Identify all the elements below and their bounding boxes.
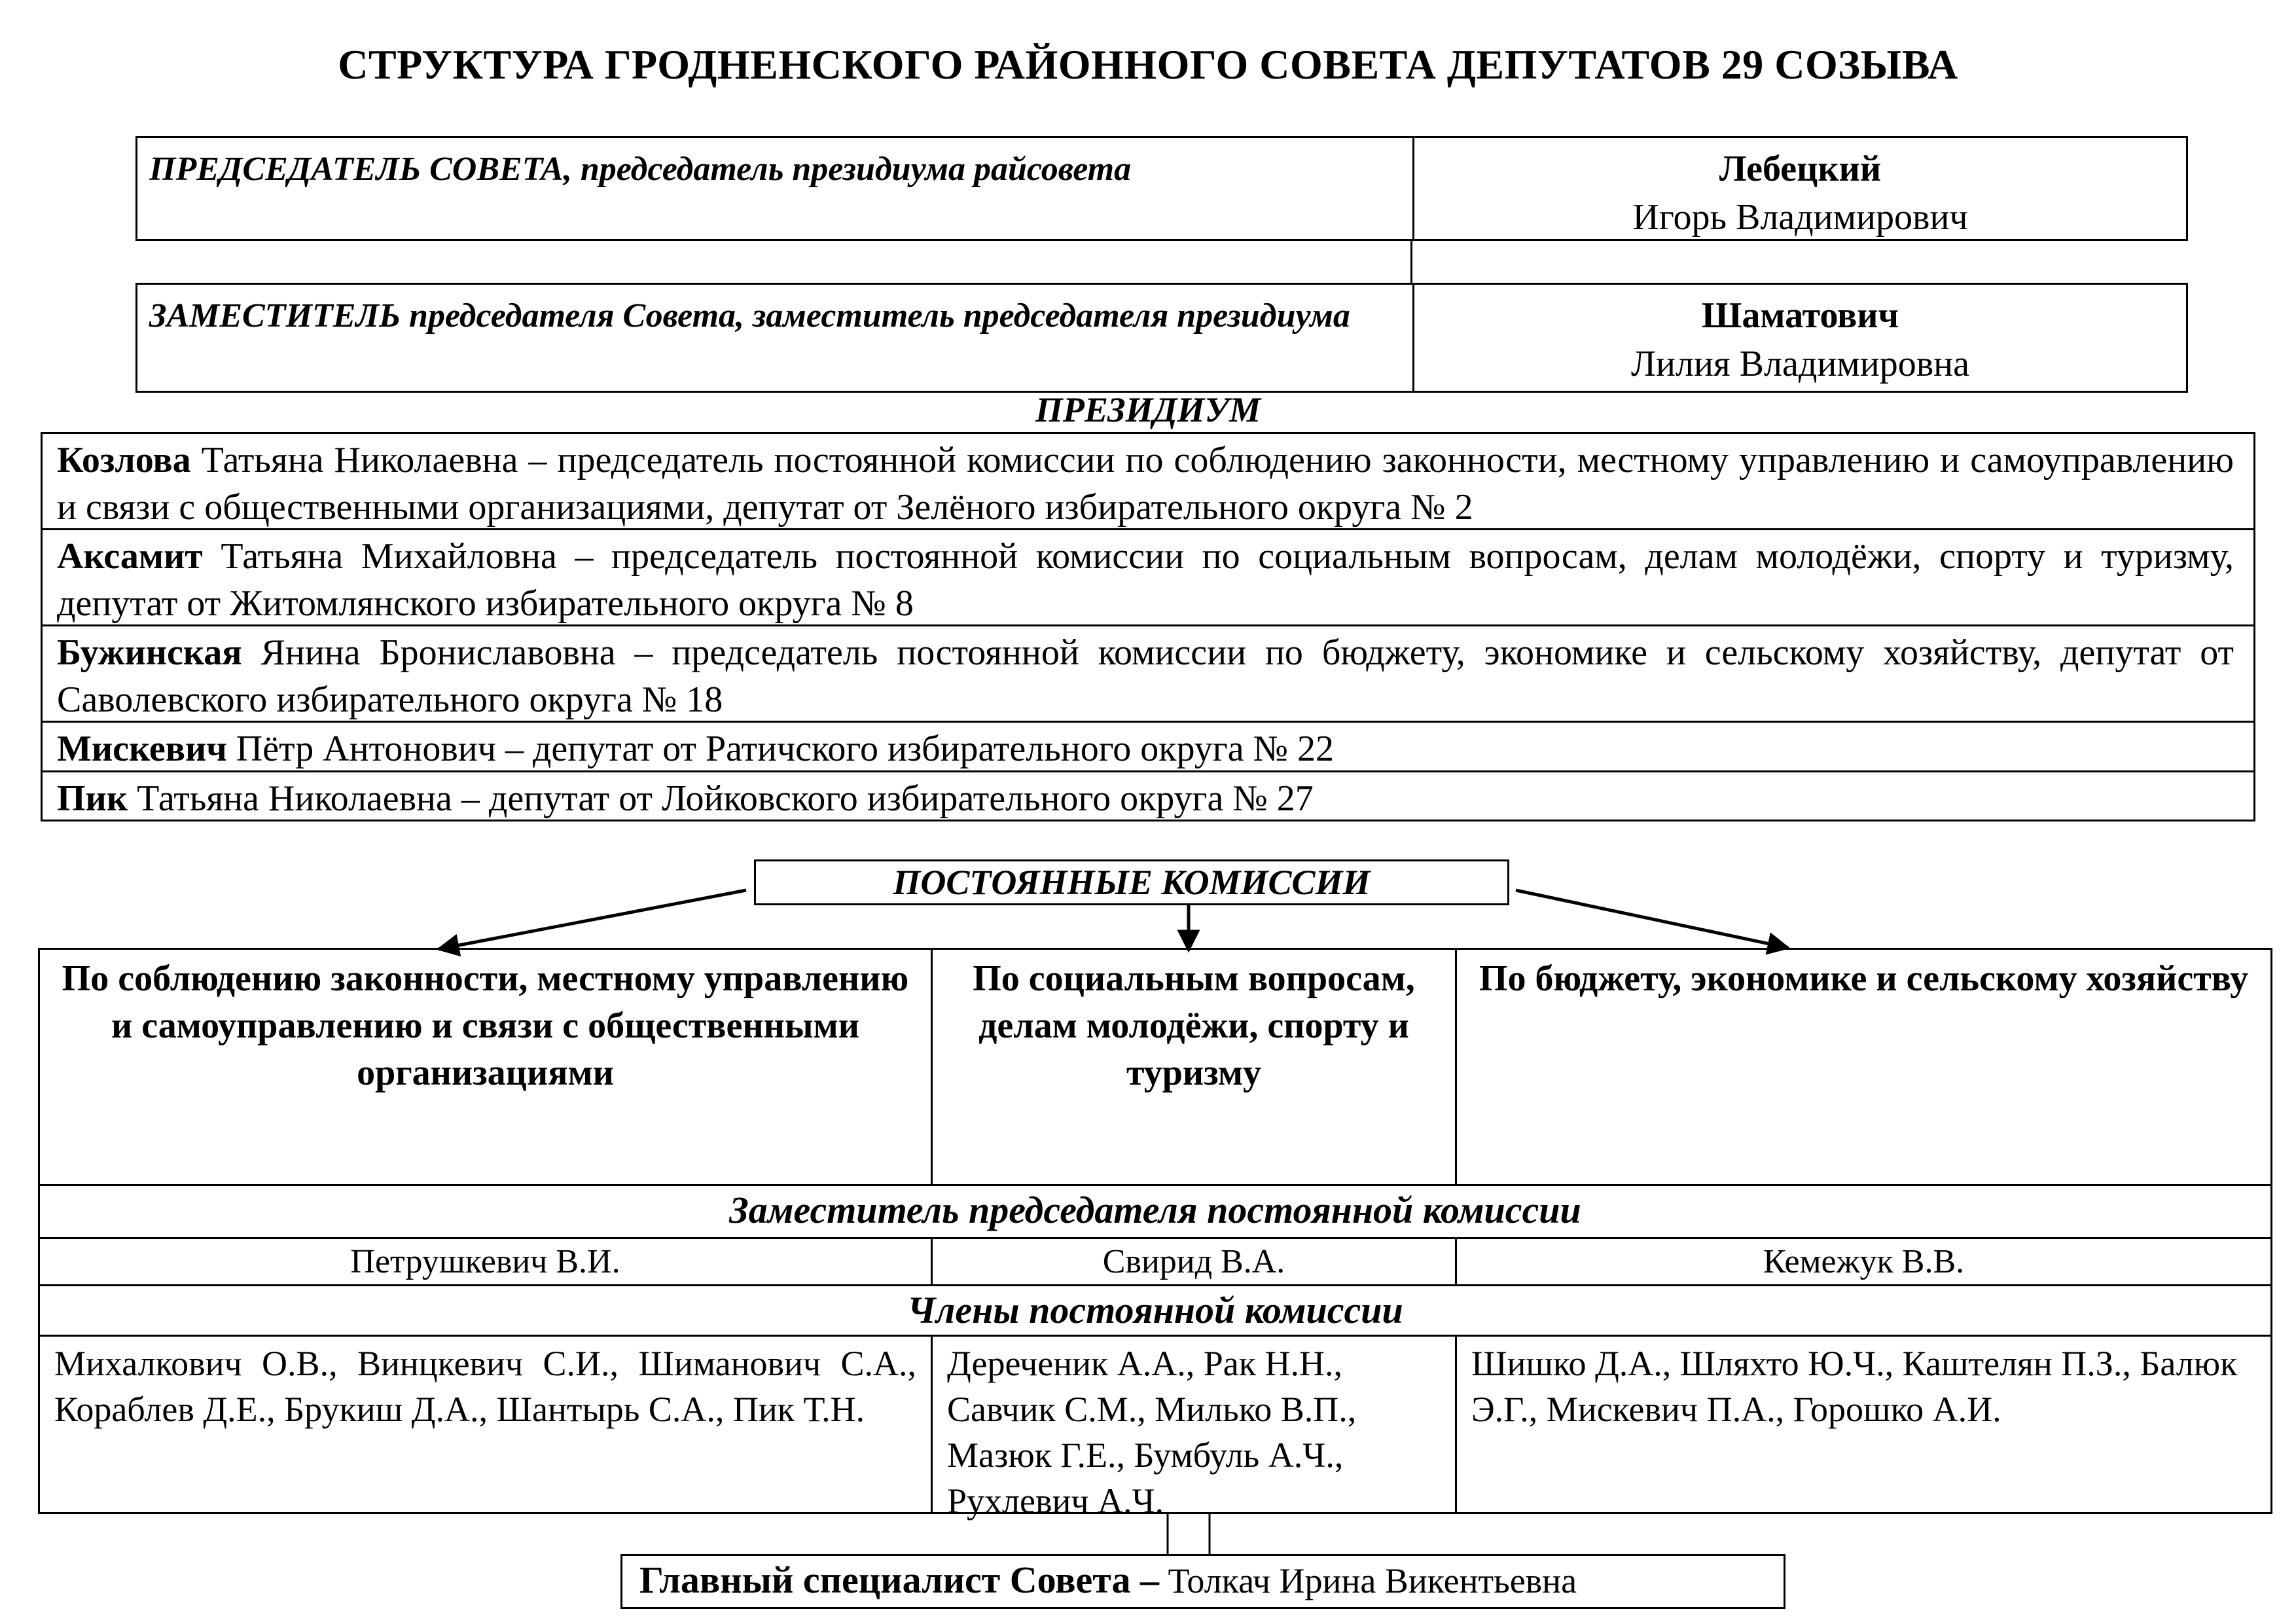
commission-name: По соблюдению законности, местному управлению и самоуправлению и связи с общественными организациями — [38, 948, 933, 1186]
presidium-member-surname: Аксамит — [57, 536, 203, 577]
presidium-member-surname: Бужинская — [57, 632, 242, 673]
page-title: СТРУКТУРА ГРОДНЕНСКОГО РАЙОННОГО СОВЕТА ДЕПУТАТОВ 29 СОЗЫВА — [338, 41, 1958, 88]
presidium-member-text: Янина Брониславовна – председатель постоянной комиссии по бюджету, экономике и сельскому хозяйству, депутат от Саволевского избирательного округа № 18 — [57, 632, 2234, 720]
commission-deputy: Петрушкевич В.И. — [38, 1237, 933, 1286]
chief-specialist-role: Главный специалист Совета – — [639, 1559, 1159, 1601]
deputy-role: ЗАМЕСТИТЕЛЬ председателя Совета, заместитель председателя президиума — [149, 297, 1350, 334]
presidium-member-text: Татьяна Николаевна – председатель постоянной комиссии по соблюдению законности, местному управлению и самоуправлению и связи с общественными организациями, депутат от Зелёного избирательного округа № 2 — [57, 440, 2234, 528]
chief-specialist-name: Толкач Ирина Викентьевна — [1159, 1561, 1577, 1600]
arrow-to-commission-1 — [439, 890, 746, 949]
arrow-to-commission-3 — [1516, 890, 1788, 948]
presidium-member-text: Татьяна Михайловна – председатель постоянной комиссии по социальным вопросам, делам молодёжи, спорту и туризму, депутат от Житомлянского избирательного округа № 8 — [57, 536, 2234, 624]
commission-members: Шишко Д.А., Шляхто Ю.Ч., Каштелян П.З., Балюк Э.Г., Мискевич П.А., Горошко А.И. — [1455, 1335, 2272, 1514]
presidium-member-surname: Мискевич — [57, 729, 227, 769]
chairman-given-name: Игорь Владимирович — [1632, 197, 1968, 238]
presidium-member-text: Пётр Антонович – депутат от Ратичского избирательного округа № 22 — [226, 729, 1335, 769]
commissions-heading: ПОСТОЯННЫЕ КОМИССИИ — [754, 859, 1509, 905]
commission-deputy-heading: Заместитель председателя постоянной комиссии — [38, 1184, 2272, 1239]
chairman-surname: Лебецкий — [1719, 149, 1882, 189]
presidium-heading: ПРЕЗИДИУМ — [1035, 390, 1261, 429]
presidium-member-surname: Козлова — [57, 440, 191, 480]
commission-members: Дереченик А.А., Рак Н.Н., Савчик С.М., Милько В.П., Мазюк Г.Е., Бумбуль А.Ч., Рухлевич А.Ч. — [931, 1335, 1457, 1514]
presidium-member-surname: Пик — [57, 778, 128, 819]
chairman-role: ПРЕДСЕДАТЕЛЬ СОВЕТА, председатель президиума райсовета — [149, 151, 1132, 188]
commission-name: По социальным вопросам, делам молодёжи, спорту и туризму — [931, 948, 1457, 1186]
chief-specialist-box — [620, 1554, 1785, 1609]
deputy-given-name: Лилия Владимировна — [1631, 344, 1969, 384]
commission-deputy: Свирид В.А. — [931, 1237, 1457, 1286]
deputy-surname: Шаматович — [1701, 295, 1899, 336]
commission-members: Михалкович О.В., Винцкевич С.И., Шиманович С.А., Кораблев Д.Е., Брукиш Д.А., Шантырь С.А., Пик Т.Н. — [38, 1335, 933, 1514]
commission-name: По бюджету, экономике и сельскому хозяйству — [1455, 948, 2272, 1186]
presidium-member-text: Татьяна Николаевна – депутат от Лойковского избирательного округа № 27 — [128, 778, 1314, 819]
commission-deputy: Кемежук В.В. — [1455, 1237, 2272, 1286]
commission-members-heading: Члены постоянной комиссии — [38, 1284, 2272, 1337]
